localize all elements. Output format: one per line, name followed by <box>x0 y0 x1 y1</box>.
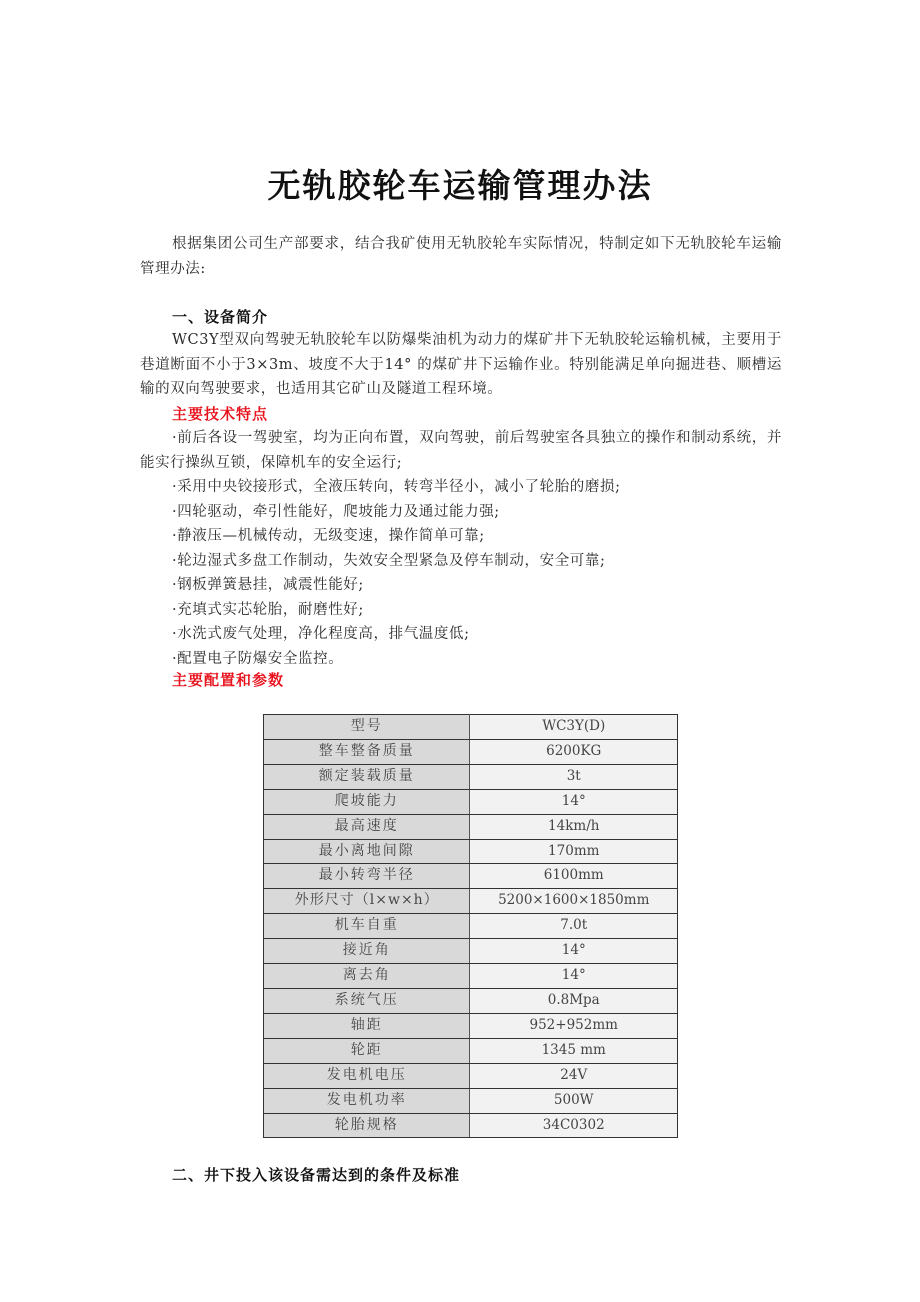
params-table <box>263 714 678 1138</box>
param-value: 952+952mm <box>470 1013 678 1038</box>
param-label: 轴距 <box>264 1013 470 1038</box>
table-row <box>264 764 678 789</box>
table-row <box>264 715 678 740</box>
param-label: 型号 <box>264 715 470 740</box>
param-value: 34C0302 <box>470 1113 678 1138</box>
param-value: 0.8Mpa <box>470 988 678 1013</box>
table-row <box>264 789 678 814</box>
param-label: 发电机功率 <box>264 1088 470 1113</box>
param-label: 轮距 <box>264 1038 470 1063</box>
param-value: 7.0t <box>470 914 678 939</box>
param-label: 整车整备质量 <box>264 739 470 764</box>
section-2-heading: 二、井下投入该设备需达到的条件及标准 <box>172 1166 461 1184</box>
feature-item: ·前后各设一驾驶室，均为正向布置，双向驾驶，前后驾驶室各具独立的操作和制动系统，并能实行操纵互锁，保障机车的安全运行; <box>140 430 782 471</box>
table-row <box>264 1063 678 1088</box>
param-value: 1345 mm <box>470 1038 678 1063</box>
param-value: 6200KG <box>470 739 678 764</box>
table-row <box>264 1113 678 1138</box>
feature-item: ·四轮驱动，牵引性能好，爬坡能力及通过能力强; <box>172 504 500 520</box>
param-label: 系统气压 <box>264 988 470 1013</box>
table-row <box>264 864 678 889</box>
param-label: 最小转弯半径 <box>264 864 470 889</box>
param-label: 最高速度 <box>264 814 470 839</box>
param-value: 170mm <box>470 839 678 864</box>
param-value: 500W <box>470 1088 678 1113</box>
param-label: 最小离地间隙 <box>264 839 470 864</box>
table-row <box>264 1013 678 1038</box>
param-value: 6100mm <box>470 864 678 889</box>
table-row <box>264 889 678 914</box>
param-value: 14° <box>470 789 678 814</box>
param-value: 14° <box>470 939 678 964</box>
feature-item: ·采用中央铰接形式，全液压转向，转弯半径小，减小了轮胎的磨损; <box>172 479 621 495</box>
params-heading: 主要配置和参数 <box>172 671 285 689</box>
param-value: 14km/h <box>470 814 678 839</box>
param-label: 轮胎规格 <box>264 1113 470 1138</box>
table-row <box>264 988 678 1013</box>
param-label: 接近角 <box>264 939 470 964</box>
table-row <box>264 1038 678 1063</box>
param-value: 24V <box>470 1063 678 1088</box>
feature-item: ·轮边湿式多盘工作制动，失效安全型紧急及停车制动，安全可靠; <box>172 553 606 569</box>
feature-item: ·充填式实芯轮胎，耐磨性好; <box>172 602 364 618</box>
table-row <box>264 739 678 764</box>
param-label: 爬坡能力 <box>264 789 470 814</box>
feature-item: ·水洗式废气处理，净化程度高，排气温度低; <box>172 626 470 642</box>
param-label: 发电机电压 <box>264 1063 470 1088</box>
param-label: 外形尺寸（l×w×h） <box>264 889 470 914</box>
param-label: 额定装载质量 <box>264 764 470 789</box>
table-row <box>264 1088 678 1113</box>
param-label: 机车自重 <box>264 914 470 939</box>
table-row <box>264 814 678 839</box>
param-value: 14° <box>470 964 678 989</box>
features-heading: 主要技术特点 <box>172 405 269 423</box>
table-row <box>264 964 678 989</box>
param-value: 5200×1600×1850mm <box>470 889 678 914</box>
section-1-heading: 一、设备简介 <box>172 308 269 326</box>
feature-item: ·钢板弹簧悬挂，减震性能好; <box>172 577 364 593</box>
feature-item: ·静液压—机械传动，无级变速，操作简单可靠; <box>172 528 485 544</box>
document-title: 无轨胶轮车运输管理办法 <box>267 166 653 205</box>
param-label: 离去角 <box>264 964 470 989</box>
param-value: WC3Y(D) <box>470 715 678 740</box>
equipment-description: WC3Y型双向驾驶无轨胶轮车以防爆柴油机为动力的煤矿井下无轨胶轮运输机械，主要用于巷道断面不小于3×3m、坡度不大于14° 的煤矿井下运输作业。特别能满足单向掘进巷、顺槽运输的双向驾驶要求，也适用其它矿山及隧道工程环境。 <box>140 332 782 398</box>
table-row <box>264 839 678 864</box>
intro-paragraph: 根据集团公司生产部要求，结合我矿使用无轨胶轮车实际情况，特制定如下无轨胶轮车运输管理办法: <box>140 236 782 277</box>
table-row <box>264 939 678 964</box>
table-row <box>264 914 678 939</box>
feature-item: ·配置电子防爆安全监控。 <box>172 651 344 667</box>
param-value: 3t <box>470 764 678 789</box>
